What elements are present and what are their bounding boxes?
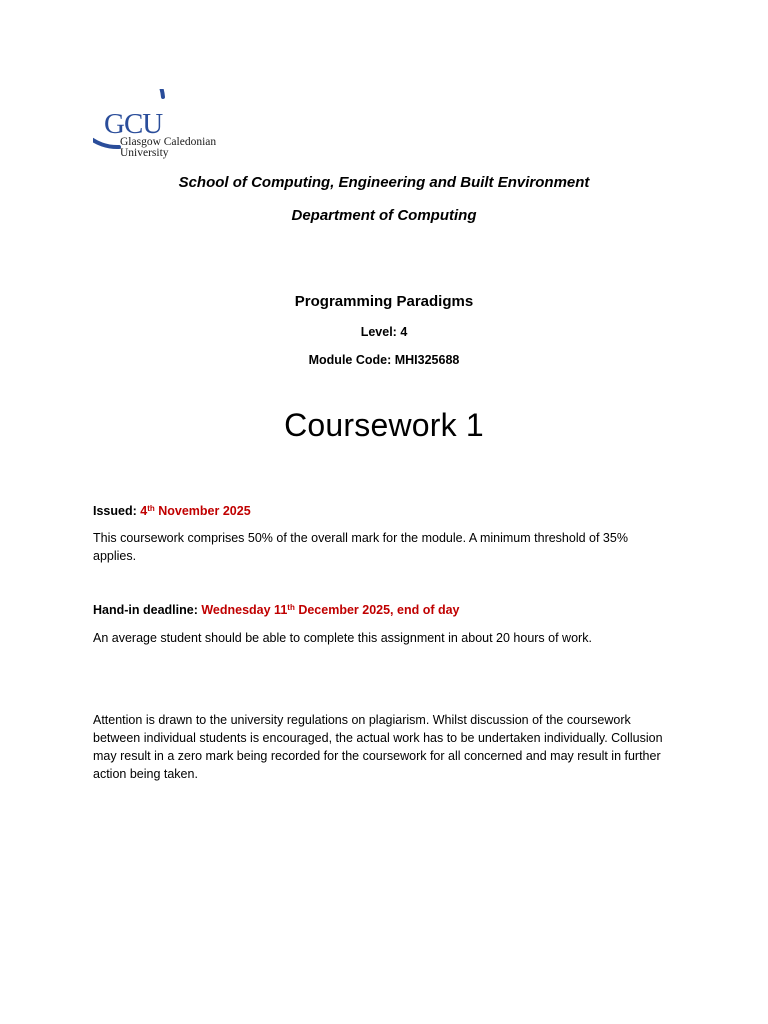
issued-date <box>140 504 250 518</box>
deadline-month-year: December 2025, end of day <box>294 603 460 617</box>
issued-label: Issued: <box>93 504 141 518</box>
module-code: Module Code: MHI325688 <box>308 353 460 367</box>
gcu-logo-line1: Glasgow Caledonian <box>120 136 217 148</box>
effort-paragraph: An average student should be able to complete this assignment in about 20 hours of work. <box>93 631 592 645</box>
weighting-paragraph: This coursework comprises 50% of the overall mark for the module. A minimum threshold of 35% applies. <box>93 531 628 563</box>
deadline-label: Hand-in deadline: <box>93 603 202 617</box>
gcu-logo-line2: University <box>120 147 169 159</box>
issued-month-year: November 2025 <box>154 504 251 518</box>
deadline-day-suffix: th <box>287 603 295 612</box>
issued-day: 4 <box>140 504 148 518</box>
plagiarism-paragraph: Attention is drawn to the university regulations on plagiarism. Whilst discussion of the coursework between individual students is encouraged, the actual work has to be undertaken individually. Collusion may result in a zero mark being recorded for the coursework for all concerned and may result in further action being taken. <box>93 713 663 781</box>
module-level: Level: 4 <box>360 325 408 339</box>
issued-day-suffix: th <box>147 504 155 513</box>
deadline-day: Wednesday 11 <box>201 603 288 617</box>
module-title: Programming Paradigms <box>294 293 474 310</box>
issued-line <box>93 502 673 520</box>
coursework-title: Coursework 1 <box>284 407 484 443</box>
deadline-date <box>201 603 459 617</box>
deadline-line <box>93 601 673 619</box>
gcu-logo-wordmark <box>120 137 216 159</box>
gcu-logo-letters: GCU <box>104 108 163 140</box>
school-name: School of Computing, Engineering and Built Environment <box>178 174 590 191</box>
department-name: Department of Computing <box>291 207 477 224</box>
